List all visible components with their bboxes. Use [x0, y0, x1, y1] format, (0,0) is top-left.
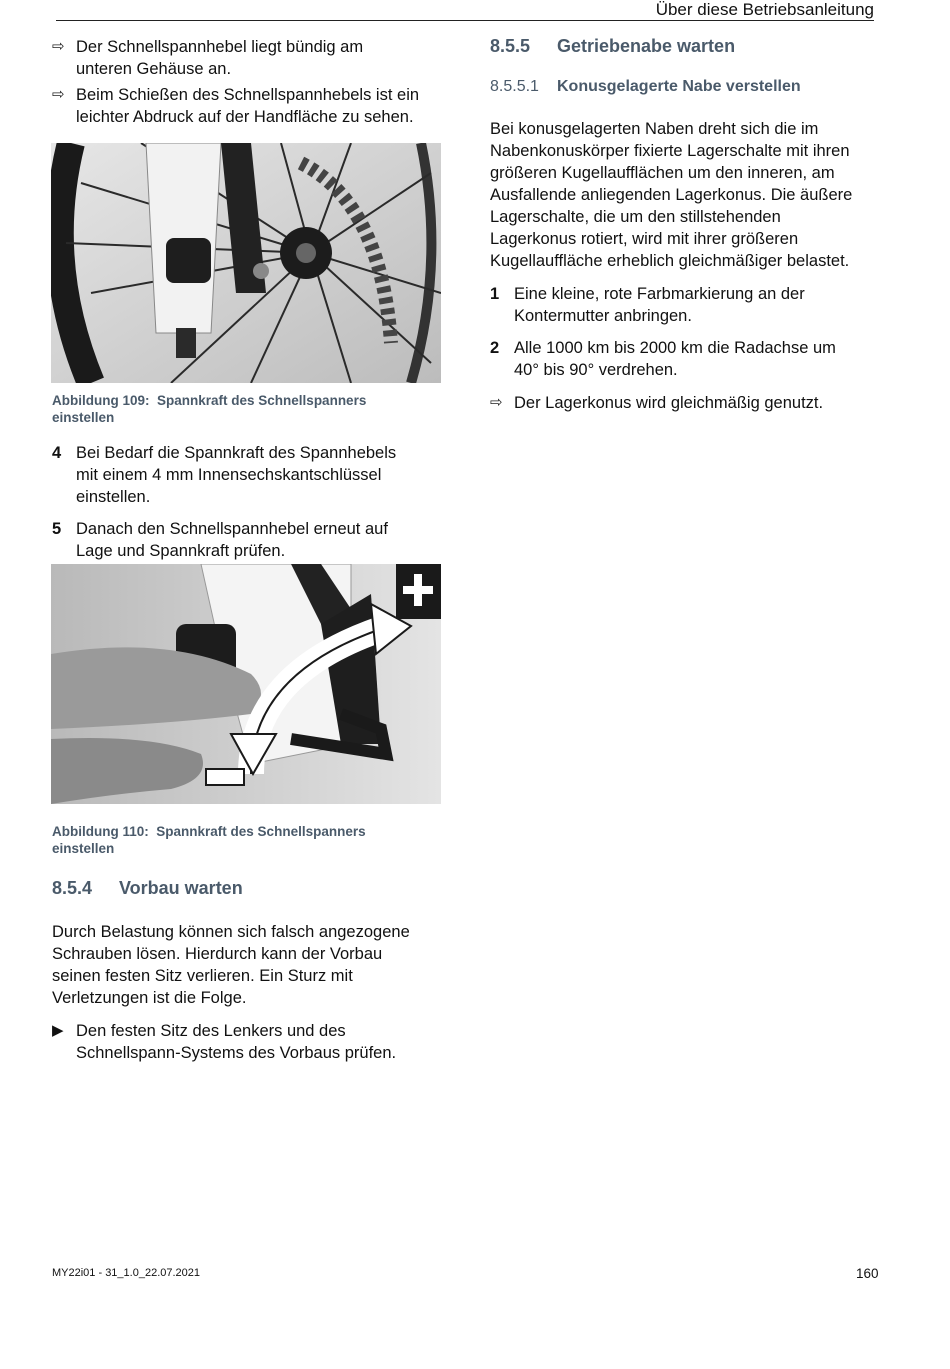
result-text: Der Lagerkonus wird gleichmäßig genutzt. [514, 394, 824, 412]
section-854-body [52, 921, 452, 1009]
result-arrow-icon: ⇨ [52, 38, 65, 55]
body-line: Verletzungen ist die Folge. [52, 989, 247, 1007]
section-title: Vorbau warten [119, 878, 243, 898]
figure-label: Abbildung 110: [52, 824, 149, 839]
body-line: Ausfallende anliegenden Lagerkonus. Die äußere [490, 186, 853, 204]
result-text: unteren Gehäuse an. [76, 60, 232, 78]
section-number: 8.5.4 [52, 878, 93, 898]
figure-title: einstellen [52, 410, 115, 425]
step-text: 40° bis 90° verdrehen. [514, 361, 678, 379]
step-number: 2 [490, 339, 500, 357]
wheel-hub-illustration [51, 143, 441, 383]
result-text: Der Schnellspannhebel liegt bündig am [76, 38, 364, 56]
header-rule [56, 20, 874, 21]
step-text: Kontermutter anbringen. [514, 307, 692, 325]
tensioning-illustration [51, 564, 441, 804]
section-number: 8.5.5 [490, 36, 531, 56]
figure-109-caption [52, 392, 442, 426]
step-text: Danach den Schnellspannhebel erneut auf [76, 520, 388, 538]
step-number: 5 [52, 520, 62, 538]
action-text: Den festen Sitz des Lenkers und des [76, 1022, 346, 1040]
section-heading-855 [490, 36, 735, 57]
section-8551-body [490, 118, 900, 272]
step-number: 1 [490, 285, 500, 303]
step-text: Eine kleine, rote Farbmarkierung an der [514, 285, 805, 303]
figure-110-photo [51, 564, 441, 804]
section-heading-8551 [490, 78, 801, 96]
body-line: Lagerschalte, die um den stillstehenden [490, 208, 781, 226]
footer-doc-id: MY22i01 - 31_1.0_22.07.2021 [52, 1267, 201, 1279]
result-text: Beim Schießen des Schnellspannhebels ist ein [76, 86, 420, 104]
figure-109-photo [51, 143, 441, 383]
action-triangle-icon: ▶ [52, 1022, 64, 1039]
figure-label: Abbildung 109: [52, 393, 150, 408]
section-title: Getriebenabe warten [557, 36, 736, 56]
body-line: Bei konusgelagerten Naben dreht sich die im [490, 120, 819, 138]
result-arrow-icon: ⇨ [52, 86, 65, 103]
body-line: Kugellauffläche erheblich gleichmäßiger belastet. [490, 252, 850, 270]
step-text: Lage und Spannkraft prüfen. [76, 542, 286, 560]
step-text: Bei Bedarf die Spannkraft des Spannhebels [76, 444, 397, 462]
figure-title: Spannkraft des Schnellspanners [156, 824, 366, 839]
result-arrow-icon: ⇨ [490, 394, 503, 411]
body-line: Nabenkonuskörper fixierte Lagerschalte mit ihren [490, 142, 850, 160]
body-line: seinen festen Sitz verlieren. Ein Sturz mit [52, 967, 353, 985]
body-line: größeren Kugellaufflächen um den inneren, am [490, 164, 835, 182]
section-title: Konusgelagerte Nabe verstellen [557, 78, 801, 95]
body-line: Schrauben lösen. Hierdurch kann der Vorbau [52, 945, 383, 963]
action-text: Schnellspann-Systems des Vorbaus prüfen. [76, 1044, 397, 1062]
result-text: leichter Abdruck auf der Handfläche zu sehen. [76, 108, 414, 126]
figure-title: Spannkraft des Schnellspanners [157, 393, 367, 408]
figure-110-caption [52, 823, 442, 857]
section-number: 8.5.5.1 [490, 78, 539, 95]
step-text: mit einem 4 mm Innensechskantschlüssel [76, 466, 382, 484]
section-heading-854 [52, 878, 243, 899]
figure-title: einstellen [52, 841, 115, 856]
step-text: Alle 1000 km bis 2000 km die Radachse um [514, 339, 836, 357]
step-number: 4 [52, 444, 62, 462]
running-header-title: Über diese Betriebsanleitung [655, 0, 874, 19]
body-line: Lagerkonus rotiert, wird mit ihrer größeren [490, 230, 799, 248]
page-number: 160 [856, 1266, 879, 1281]
body-line: Durch Belastung können sich falsch angezogene [52, 923, 410, 941]
step-text: einstellen. [76, 488, 151, 506]
